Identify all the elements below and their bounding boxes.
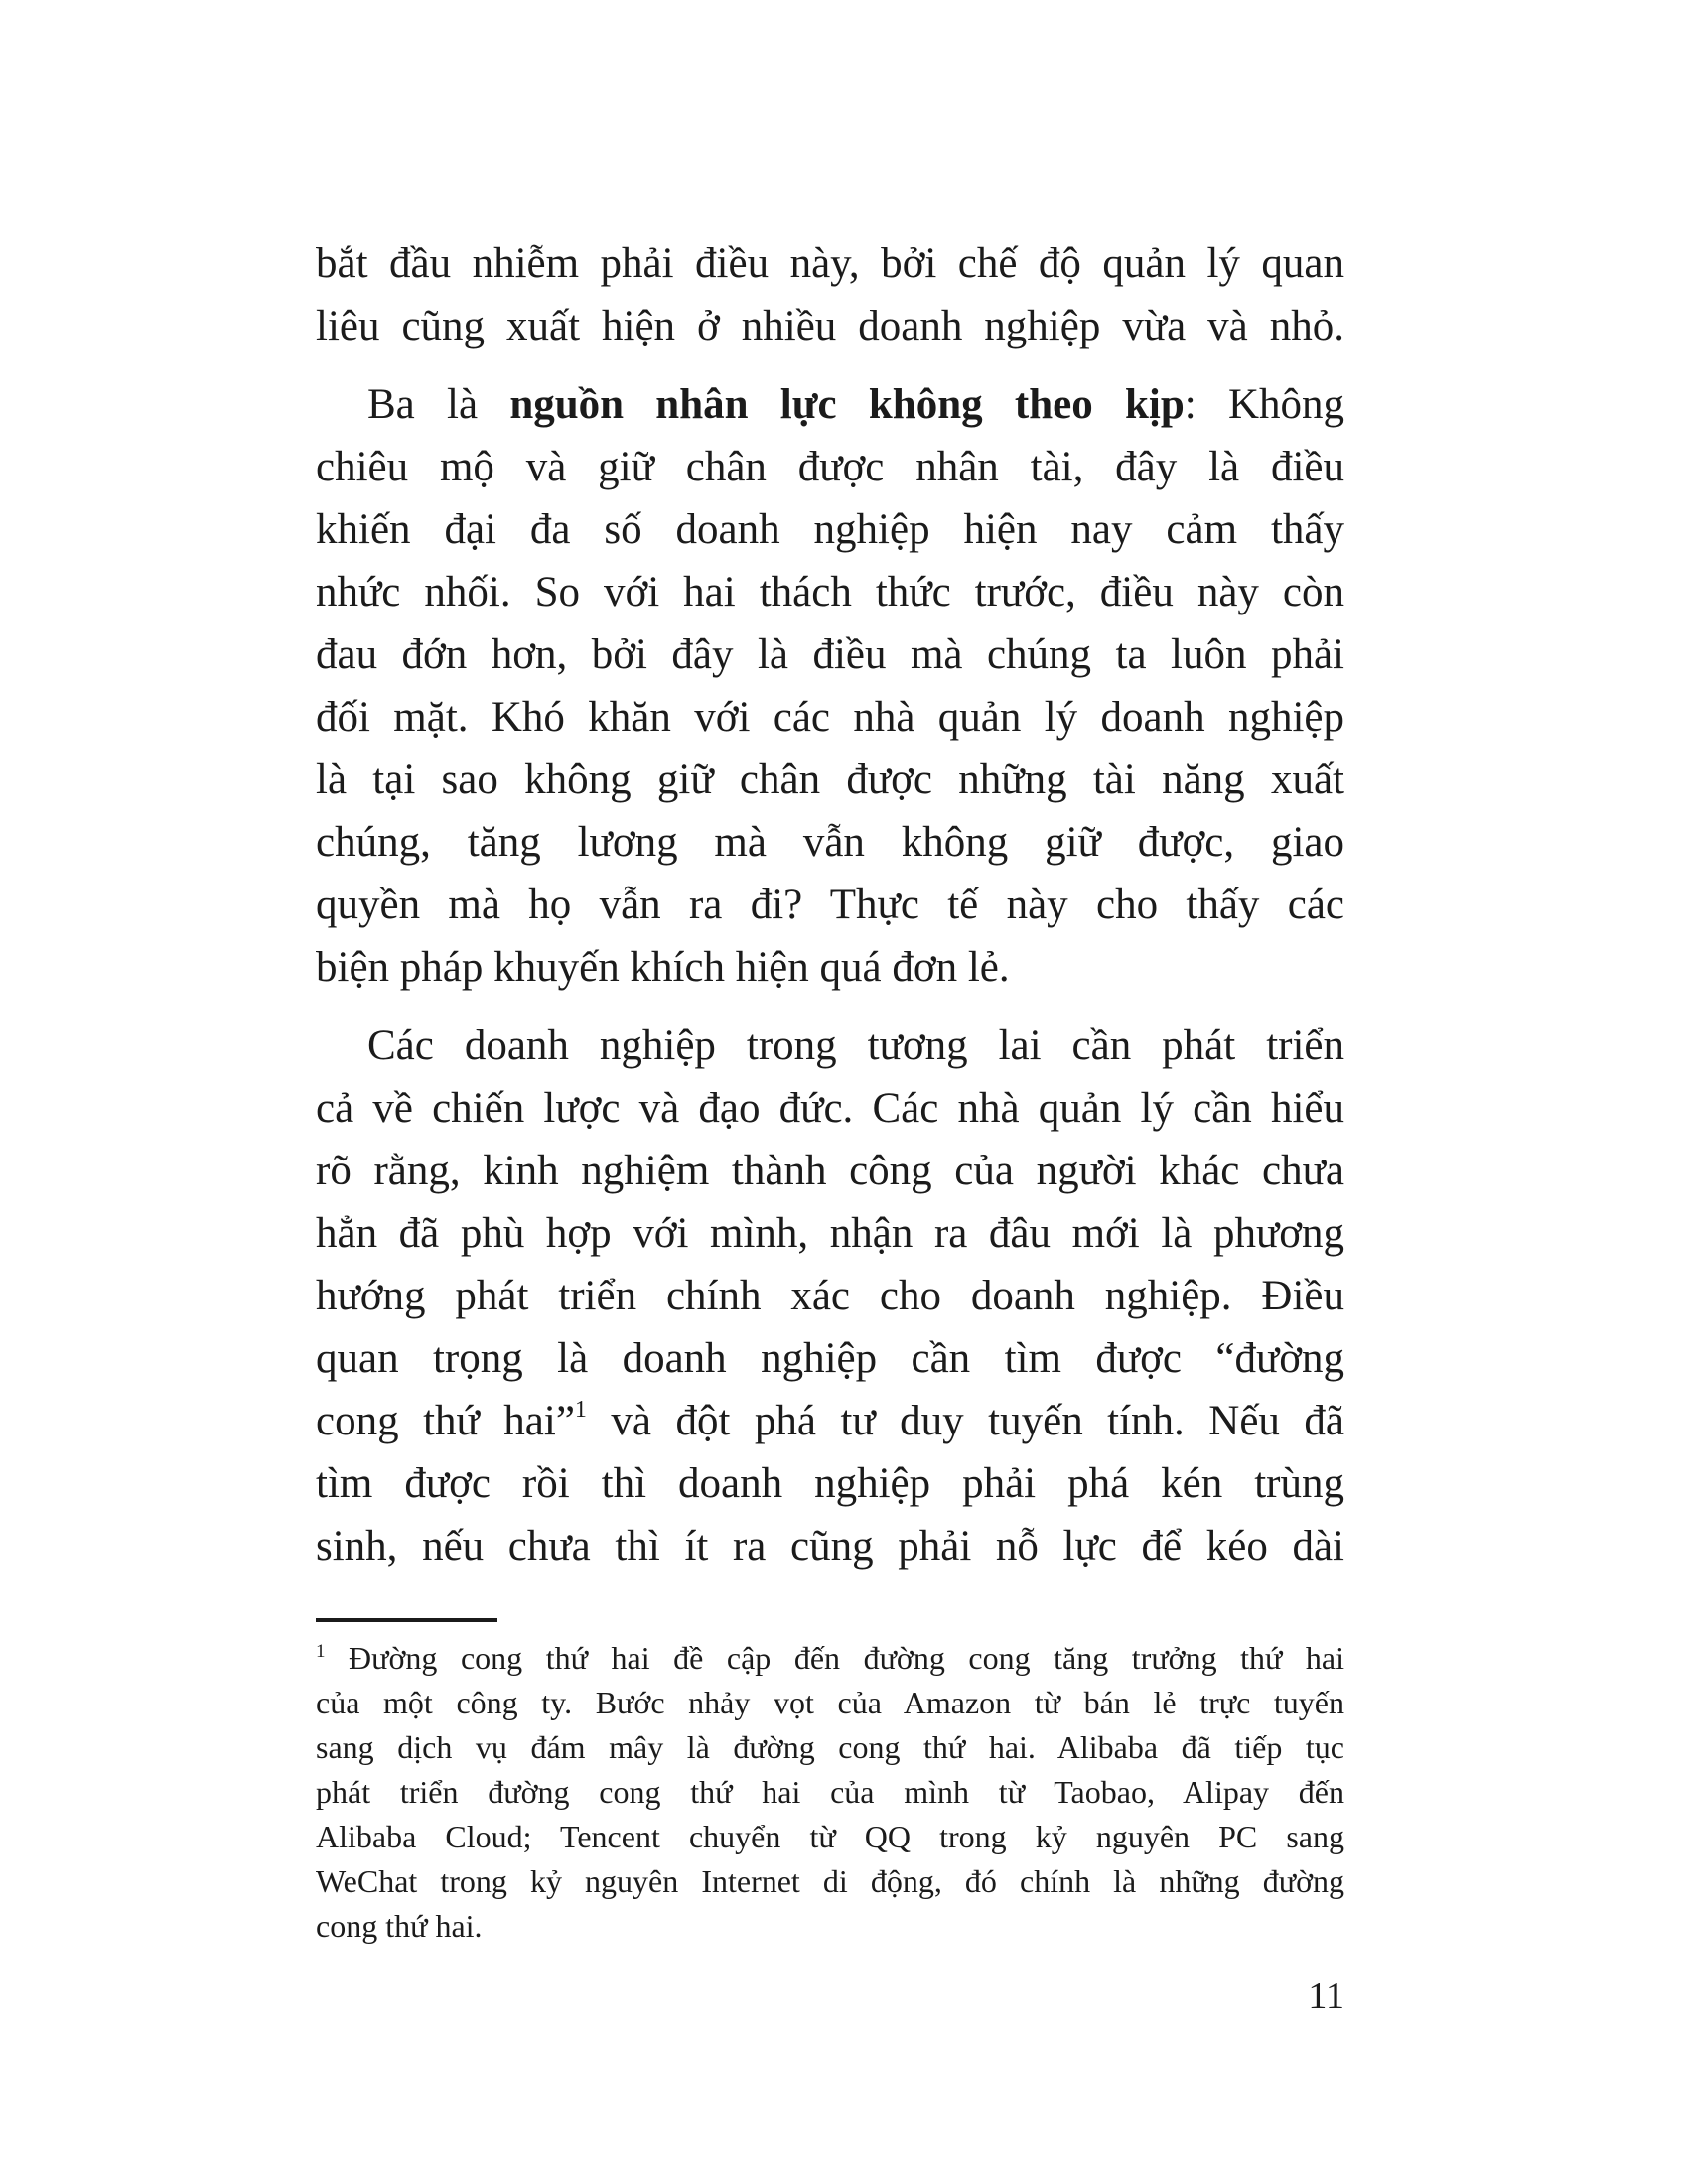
text-line: tìm được rồi thì doanh nghiệp phải phá kén trùng <box>316 1460 1344 1507</box>
footnote-line <box>316 1636 1344 1681</box>
text-line: khiến đại đa số doanh nghiệp hiện nay cảm thấy <box>316 506 1344 553</box>
footnote-line: WeChat trong kỷ nguyên Internet di động, đó chính là những đường <box>316 1863 1344 1899</box>
footnote-line: phát triển đường cong thứ hai của mình từ Taobao, Alipay đến <box>316 1774 1344 1810</box>
footnote <box>316 1618 1344 1949</box>
text-line: nhức nhối. So với hai thách thức trước, điều này còn <box>316 569 1344 615</box>
text-run: và đột phá tư duy tuyến tính. Nếu đã <box>586 1398 1344 1444</box>
page-number: 11 <box>1308 1976 1344 2017</box>
text-line <box>316 373 1344 436</box>
text-line <box>316 1390 1344 1452</box>
paragraph-3 <box>316 1015 1344 1577</box>
footnote-divider <box>316 1618 497 1622</box>
footnote-reference-marker: 1 <box>574 1397 587 1423</box>
footnote-marker: 1 <box>316 1641 326 1662</box>
text-line: cả về chiến lược và đạo đức. Các nhà quản lý cần hiểu <box>316 1085 1344 1132</box>
text-line: biện pháp khuyến khích hiện quá đơn lẻ. <box>316 944 1010 991</box>
text-run: Ba là <box>367 381 510 428</box>
text-line: liêu cũng xuất hiện ở nhiều doanh nghiệp vừa và nhỏ. <box>316 303 1344 349</box>
footnote-line: Alibaba Cloud; Tencent chuyển từ QQ trong kỷ nguyên PC sang <box>316 1819 1344 1854</box>
text-line: đau đớn hơn, bởi đây là điều mà chúng ta luôn phải <box>316 631 1344 678</box>
text-line: chúng, tăng lương mà vẫn không giữ được, giao <box>316 819 1344 866</box>
footnote-line: cong thứ hai. <box>316 1908 483 1944</box>
text-line: đối mặt. Khó khăn với các nhà quản lý doanh nghiệp <box>316 694 1344 741</box>
text-line: chiêu mộ và giữ chân được nhân tài, đây là điều <box>316 444 1344 490</box>
body-text <box>316 232 1344 1577</box>
text-line: quan trọng là doanh nghiệp cần tìm được “đường <box>316 1335 1344 1382</box>
text-line: bắt đầu nhiễm phải điều này, bởi chế độ quản lý quan <box>316 240 1344 287</box>
text-run: Đường cong thứ hai đề cập đến đường cong tăng trưởng thứ hai <box>349 1640 1345 1676</box>
text-line: là tại sao không giữ chân được những tài năng xuất <box>316 756 1344 803</box>
text-line: Các doanh nghiệp trong tương lai cần phát triển <box>367 1023 1344 1069</box>
paragraph-2 <box>316 373 1344 999</box>
footnote-line: sang dịch vụ đám mây là đường cong thứ hai. Alibaba đã tiếp tục <box>316 1729 1344 1765</box>
text-line: quyền mà họ vẫn ra đi? Thực tế này cho thấy các <box>316 882 1344 928</box>
footnote-line: của một công ty. Bước nhảy vọt của Amazon từ bán lẻ trực tuyến <box>316 1685 1344 1720</box>
paragraph-1 <box>316 232 1344 357</box>
text-run: : Không <box>1184 381 1345 428</box>
emphasis-bold: nguồn nhân lực không theo kịp <box>509 381 1185 428</box>
text-line: rõ rằng, kinh nghiệm thành công của người khác chưa <box>316 1148 1344 1194</box>
text-line: sinh, nếu chưa thì ít ra cũng phải nỗ lực để kéo dài <box>316 1523 1344 1570</box>
text-line: hẳn đã phù hợp với mình, nhận ra đâu mới là phương <box>316 1210 1344 1257</box>
text-line: hướng phát triển chính xác cho doanh nghiệp. Điều <box>316 1273 1344 1319</box>
text-run: cong thứ hai” <box>316 1398 575 1444</box>
